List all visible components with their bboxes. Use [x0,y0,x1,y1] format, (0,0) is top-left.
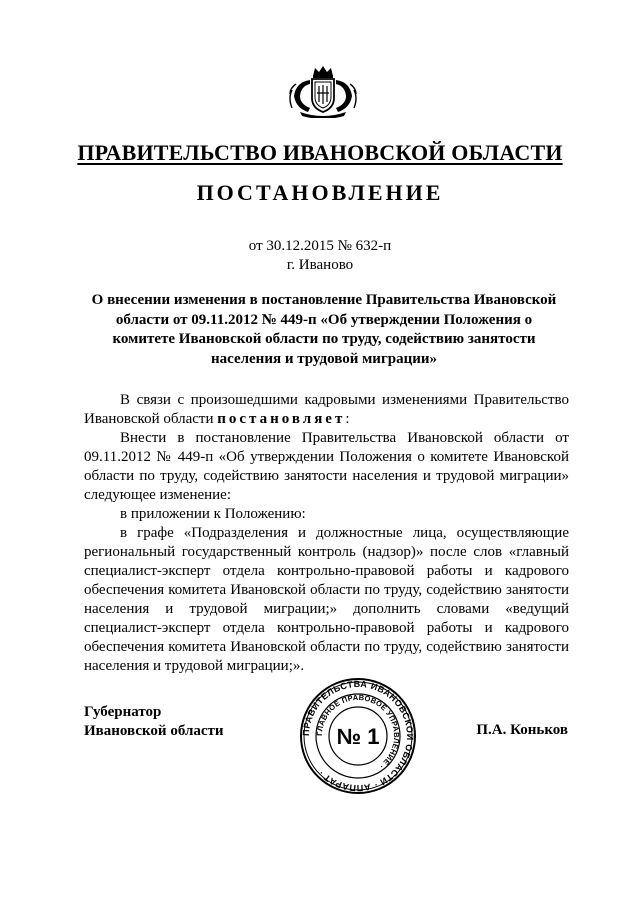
official-seal [298,676,418,796]
body-paragraph-3: в приложении к Положению: [120,506,306,522]
signer-position-line-1: Губернатор [84,704,162,720]
seal-inner-text: ГЛАВНОЕ ПРАВОВОЕ УПРАВЛЕНИЕ · [314,692,402,772]
document-body [84,391,569,676]
coat-of-arms-emblem [286,62,360,118]
document-type: ПОСТАНОВЛЕНИЕ [196,180,444,205]
document-date-number: от 30.12.2015 № 632-п [248,238,392,254]
decree-keyword: постановляет [217,411,346,427]
body-paragraph-2: Внести в постановление Правительства Ивановской области от 09.11.2012 № 449-п «Об утверждении Положения о комитете Ивановской области по труду, содействию занятости населения и трудовой миграции» следующее изменение: [84,430,569,503]
seal-number: № 1 [336,724,380,749]
document-city: г. Иваново [286,257,354,273]
signer-position-line-2: Ивановской области [84,723,224,739]
seal-outer-text: ПРАВИТЕЛЬСТВА ИВАНОВСКОЙ ОБЛАСТИ · АППАРАТ · [300,678,416,794]
body-paragraph-4: в графе «Подразделения и должностные лица, осуществляющие региональный государственный контроль (надзор)» после слов «главный специалист-эксперт отдела контрольно-правовой работы и кадрового обеспечения комитета Ивановской области по труду, содействию занятости населения и трудовой миграции;» дополнить словами «ведущий специалист-эксперт отдела контрольно-правовой работы и кадрового обеспечения комитета Ивановской области по труду, содействию занятости населения и трудовой миграции;». [84,525,569,674]
document-subject: О внесении изменения в постановление Правительства Ивановской области от 09.11.2012 № 449-п «Об утверждении Положения о комитете Ивановской области по труду, содействию занятости населения и трудовой миграции» [91,292,557,367]
signer-position [84,703,224,741]
organization-title: ПРАВИТЕЛЬСТВО ИВАНОВСКОЙ ОБЛАСТИ [77,140,563,165]
paragraph-1-end: : [345,411,350,427]
paragraph-1-text: В связи с произошедшими кадровыми изменениями Правительство Ивановской области [84,392,569,427]
body-paragraph-1 [84,391,569,429]
signer-name: П.А. Коньков [476,722,568,738]
